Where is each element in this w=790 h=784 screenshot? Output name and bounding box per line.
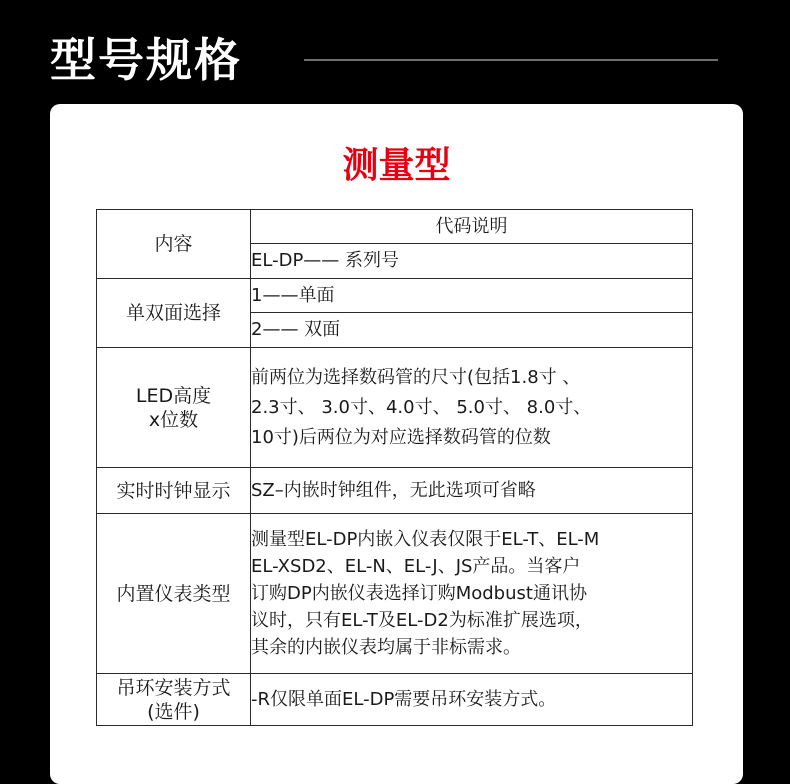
key-line: (选件) — [147, 700, 200, 723]
page-title: 型号规格 — [50, 33, 242, 87]
value-line: 测量型EL-DP内嵌入仪表仅限于EL-T、EL-M — [251, 529, 600, 550]
table-row — [97, 514, 693, 674]
card-heading: 测量型 — [342, 145, 451, 186]
row-value-meter-type — [251, 514, 693, 674]
table-row — [97, 210, 693, 244]
title-divider — [304, 59, 718, 61]
row-key-meter-type: 内置仪表类型 — [97, 514, 251, 674]
value-line: 10寸)后两位为对应选择数码管的位数 — [251, 426, 551, 448]
column-header-code-desc: 代码说明 — [251, 210, 693, 244]
row-key-content: 内容 — [97, 210, 251, 279]
value-line: 2.3寸、 3.0寸、4.0寸、 5.0寸、 8.0寸、 — [251, 396, 592, 418]
key-line: LED高度 — [135, 384, 212, 407]
value-line: 前两位为选择数码管的尺寸(包括1.8寸 、 — [251, 366, 581, 388]
row-value-double-side: 2—— 双面 — [251, 313, 693, 348]
table-row — [97, 468, 693, 514]
row-value-series: EL-DP—— 系列号 — [251, 244, 693, 279]
spec-table — [96, 209, 693, 726]
row-key-lifting-ring — [97, 674, 251, 726]
value-line: EL-XSD2、EL-N、EL-J、JS产品。当客户 — [251, 556, 581, 577]
row-key-clock: 实时时钟显示 — [97, 468, 251, 514]
value-line: 订购DP内嵌仪表选择订购Modbust通讯协 — [251, 583, 587, 604]
row-value-led-height — [251, 348, 693, 468]
row-key-led-height — [97, 348, 251, 468]
table-row — [97, 348, 693, 468]
spec-card — [50, 104, 743, 784]
key-line: 吊环安装方式 — [116, 676, 231, 699]
value-line: 议时，只有EL-T及EL-D2为标准扩展选项， — [251, 610, 593, 631]
row-key-side-select: 单双面选择 — [97, 279, 251, 348]
key-line: x位数 — [148, 408, 199, 431]
row-value-single-side: 1——单面 — [251, 279, 693, 313]
value-line: 其余的内嵌仪表均属于非标需求。 — [251, 637, 521, 658]
row-value-lifting-ring: -R仅限单面EL-DP需要吊环安装方式。 — [251, 674, 693, 726]
table-row — [97, 674, 693, 726]
table-row — [97, 279, 693, 313]
row-value-clock: SZ–内嵌时钟组件，无此选项可省略 — [251, 468, 693, 514]
